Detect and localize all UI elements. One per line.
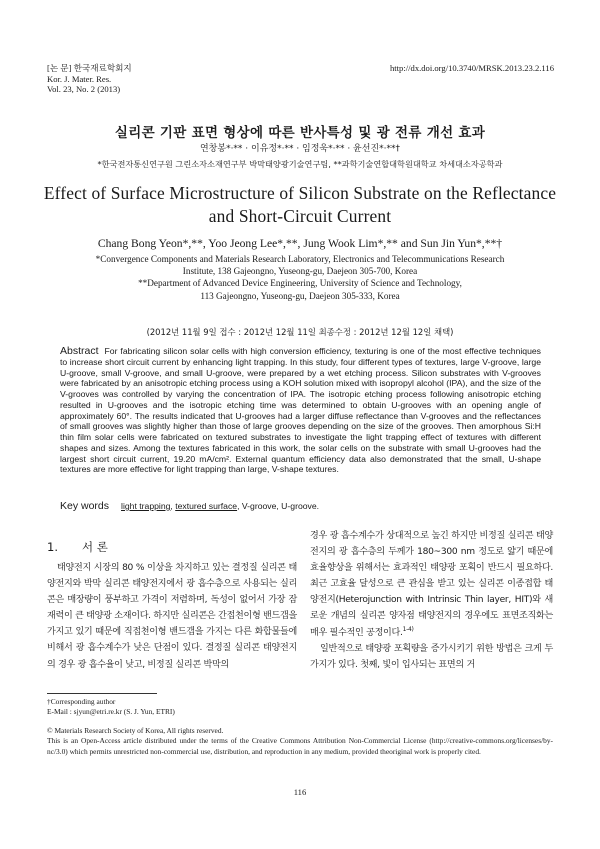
english-affiliations <box>60 253 540 302</box>
journal-header <box>47 63 132 95</box>
keywords: Key words light trapping, textured surface, V-groove, U-groove. <box>60 500 320 512</box>
body-paragraph <box>310 528 553 641</box>
journal-korean-name: [논 문] 한국재료학회지 <box>47 63 132 73</box>
abstract <box>60 346 541 475</box>
section-number: 1. <box>47 540 58 554</box>
keywords-label: Key words <box>60 500 110 512</box>
footnote <box>47 697 175 718</box>
section-heading <box>47 539 108 555</box>
corresponding-author: †Corresponding author <box>47 697 116 706</box>
affiliation-2-line-2: 113 Gajeongno, Yuseong-gu, Daejeon 305-333, Korea <box>200 290 400 301</box>
korean-affiliation: *한국전자통신연구원 그린소자소재연구부 박막태양광기술연구팀, **과학기술연합대학원대학교 차세대소자공학과 <box>97 159 503 169</box>
keyword-link[interactable]: textured surface <box>175 501 238 511</box>
reference-marker[interactable]: 1-4) <box>402 625 414 633</box>
korean-title: 실리콘 기판 표면 형상에 따른 반사특성 및 광 전류 개선 효과 <box>114 125 486 141</box>
body-left-column: 태양전지 시장의 80 % 이상을 차지하고 있는 결정질 실리콘 태양전지와 박막 실리콘 태양전지에서 광 흡수층으로 사용되는 실리콘은 매장량이 풍부하고 가격이 저렴하며, 독성이 없어서 가장 잠재력이 큰 태양광 소재이다. 하지만 실리콘은 간접천이형 밴드갭을 가지고 있기 때문에 직접천이형 밴드갭을 가지는 다른 화합물들에 비해서 광 흡수계수가 낮은 단점이 있다. 결정질 실리콘 태양전지의 경우 광 흡수율이 낮고, 비정질 실리콘 박막의 <box>47 563 297 670</box>
page-number: 116 <box>293 787 307 797</box>
copyright-line: © Materials Research Society of Korea, All rights reserved. <box>47 726 224 735</box>
body-paragraph-text: 경우 광 흡수계수가 상대적으로 높긴 하지만 비정질 실리콘 태양전지의 광 흡수층의 두께가 180~300 nm 정도로 얇기 때문에 효율향상을 위해서는 효과적인 태양광 포획이 반드시 필요하다. 최근 고효율 달성으로 큰 관심을 받고 있는 실리콘 이종접합 태양전지(Heterojunction with Intrinsic Thin layer, HIT)와 새로운 개념의 실리콘 양자점 태양전지의 경우에도 표면조직화는 매우 필수적인 공정이다. <box>310 531 553 638</box>
abstract-text: For fabricating silicon solar cells with high conversion efficiency, texturing is one of the most effective techniques to increase short circuit current by enhancing light trapping. In this study, four different types of textures, large V-groove, large U-groove, small V-groove, and small U-groove, were prepared by a wet etching process. Silicon substrates with V-grooves were fabricated by an anisotropic etching process using a KOH solution mixed with isopropyl alcohol (IPA), and the size of the V-grooves was controlled by varying the concentration of IPA. The isotropic etching process following anisotropic etching resulted in U-grooves and the isotropic etching time was determined to obtain U-grooves with an opening angle of approximately 60°. The results indicated that U-grooves had a larger diffuse reflectance than V-grooves and the reflectances of small grooves was slightly higher than those of large grooves depending on the size of the grooves. Then amorphous Si:H thin film solar cells were fabricated on textured substrates to investigate the light trapping effect of textures with different shapes and sizes. Among the textures fabricated in this work, the solar cells on the substrate with small U-grooves had the largest short circuit current, 19.20 mA/cm². External quantum efficiency data also demonstrated that the small, U-shape textures are more effective for light trapping than large, V-shape textures. <box>60 346 541 475</box>
body-right-column <box>310 528 553 673</box>
footnote-divider <box>47 693 157 694</box>
body-paragraph: 일반적으로 태양광 포획량을 증가시키기 위한 방법은 크게 두 가지가 있다. 첫째, 빛이 입사되는 표면의 거 <box>310 643 553 670</box>
affiliation-1-line-2: Institute, 138 Gajeongno, Yuseong-gu, Daejeon 305-700, Korea <box>182 266 418 277</box>
affiliation-1-line-1: *Convergence Components and Materials Research Laboratory, Electronics and Telecommunications Research <box>95 254 505 264</box>
keyword-link[interactable]: light trapping <box>121 501 171 511</box>
abstract-label: Abstract <box>60 345 99 357</box>
keywords-rest: , V-groove, U-groove. <box>237 501 320 511</box>
journal-abbreviation: Kor. J. Mater. Res. <box>47 73 112 84</box>
doi-link[interactable]: http://dx.doi.org/10.3740/MRSK.2013.23.2.116 <box>389 63 554 73</box>
english-authors: Chang Bong Yeon*,**, Yoo Jeong Lee*,**, Jung Wook Lim*,** and Sun Jin Yun*,**† <box>97 237 503 250</box>
affiliation-2-line-1: **Department of Advanced Device Engineering, University of Science and Technology, <box>138 278 462 289</box>
english-title: Effect of Surface Microstructure of Silicon Substrate on the Reflectance and Short-Circuit Current <box>43 183 557 226</box>
copyright-notice <box>47 726 553 757</box>
journal-volume: Vol. 23, No. 2 (2013) <box>47 84 121 95</box>
korean-authors: 연창봉*·** · 이유정*·** · 임정욱*·** · 윤선진*·**† <box>199 144 401 154</box>
author-email[interactable]: E-Mail : sjyun@etri.re.kr (S. J. Yun, ETRI) <box>47 707 175 717</box>
license-text: This is an Open-Access article distributed under the terms of the Creative Commons Attribution Non-Commercial License (http://creative-commons.org/licenses/by-nc/3.0) which permits unrestricted non-commercial use, distribution, and reproduction in any medium, provided theoriginal work is properly cited. <box>47 736 553 756</box>
submission-dates: (2012년 11월 9일 접수 : 2012년 12월 11일 최종수정 : 2012년 12월 12일 채택) <box>146 327 454 337</box>
section-title: 서 론 <box>81 540 108 554</box>
